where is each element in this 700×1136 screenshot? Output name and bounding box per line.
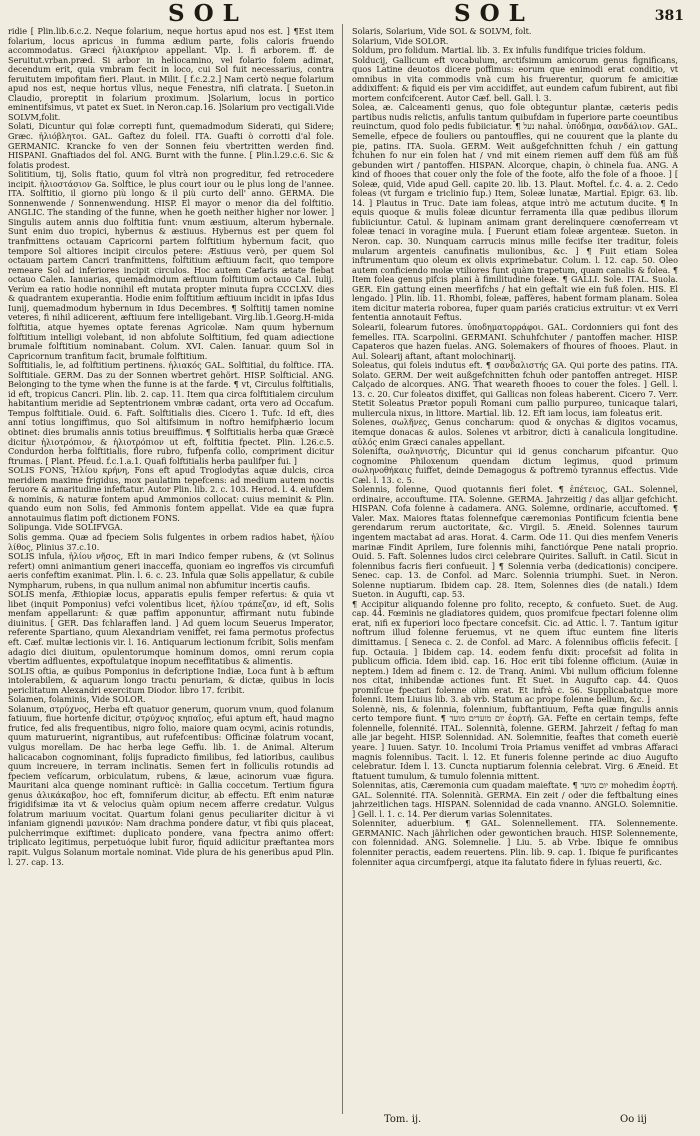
signature-mark: Oo iij xyxy=(620,1114,647,1125)
dictionary-entry: Solennitas, atis, Cæremonia cum quadam maieftate. ¶ יום מועד mohedim ἑορτή. GAL. Solennité. ITA. Solennità. GERMA. Ein zeit / oder die feftbaltung eines jahrzeitlichen tags. HISPAN. Solennidad de cada vnanno. ANGLO. Solemnitie. ] Gell. l. 1. c. 14. Per dierum varias Solennitates. xyxy=(352,780,678,819)
page-footer xyxy=(0,1114,700,1132)
dictionary-entry: Solarium, Vide SOLOR. xyxy=(352,35,449,46)
dictionary-entry: Solipunga. Vide SOLIFVGA. xyxy=(8,522,123,533)
dictionary-entry: Solititium, tij, Solis ftatio, quum fol vltrà non progreditur, fed retrocedere incipit. ἡλιοστάσιον Ga. Solftice, le plus court iour ou le plus long de l'annee. ITA. Solftitio, il giorno più longo & il più curto dell' anno. GERMA. Die Sonnenwende / Sonnenwendung. HISP. El mayor o menor dia del folftitio. ANGLIC. The standing of the funne, when he goeth neither higher nor lower. ] Singulis autem annis duo folftitia funt: vnum æstiuum, alterum hybernale. Sunt enim duo tropici, hybernus & æstiuus. Hybernus est per quem fol tranfmittens octauam Capricorni partem folftitium hybernum facit, quo tempore Sol altiores incipit circulos petere: Æstiuus verò, per quem Sol octauam partem Cancri tranfmittens, folftitium æftiuum facit, quo tempore remeare Sol ad inferiores incipit circulos. Hoc autem Cæfaris ætate fiebat octauo Calen. Ianuarias, quemadmodum æftiuum folftitium octauo Cal. Iulij. Verùm ea ratio hodie nonnihil eft mutata propter minuta fupra CCCLXV. dies & quadrantem exuperantia. Hodie enim folftitium æftiuum incidit in ipfas Idus Iunij, quemadmodum hybernum in Idus Decembres. ¶ Solftitij tamen nomine veteres, fi nihil adiicerent, æftiuum fere intelligebant. Virg.lib.1.Georg.H-mida folftitia, atque hyemes optate ferenas Agricolæ. Nam quum hybernum folftitium intelligi volebant, id non abfolute Solftitium, fed quam adiectione brumale folftitium nominabant. Colum. XVI. Calen. Ianuar. quum Sol in Capricornum tranfitum facit, brumale folftitium. xyxy=(8,169,334,361)
dictionary-entry: Solducij, Gallicum eft vocabulum, arctifsimum amicorum genus fignificans, quos Latine deuotos dicere poffimus: eorum que enimodi erat conditio, vt omnibus in vita commodis vnà cum his fruerentur, quorum fe amicitiæ addixiffent: & fiquid eis per vim accidiffet, aut eundem cafum fubirent, aut fibi mortem confcifcerent. Autor Cæf. bell. Gall. l. 3. xyxy=(352,54,678,103)
volume-label: Tom. ij. xyxy=(384,1114,422,1125)
dictionary-entry: Solati, Dicuntur qui folæ correpti funt, quemadmodum Siderati, qui Sidere; Græc. ἡλιόβλητοι. GAL. Gaftez du foleil. ITA. Guafti ò corrotti d'al fole. GERMANIC. Krancke fo ven der Sonnen feiu vbertritten werden find. HISPANI. Gnaftiados del fol. ANG. Burnt with the funne. [ Plin.l.29.c.6. Sic & folatis prodest. xyxy=(8,121,334,170)
dictionary-entry: Solamen, folaminis, Vide SOLOR. xyxy=(8,694,146,705)
dictionary-entry: ¶ Accipitur aliquando folenne pro folito, recepto, & confueto. Suet. de Aug. cap. 44. Fœminis ne gladiatores quidem, quos promifcue fpectari folenne olim erat, nifi ex fuperiori loco fpectare concefsit. Cic. ad Attic. l. 7. Tantum igitur noftrum illud folenne feruemus, vt ne quem iftuc euntem fine literis dimittamus. [ Seneca c. 2. de Confol. ad Marc. A folennibus officiis fefecit. [ fup. Octauia. ] Ibidem cap. 14. eodem fenfu dixit: procefsit ad folita in publicum officia. Idem ibid. cap. 16. Hoc erit tibi folenne officium. (Auiæ in neptem.) Idem ad finem c. 12. de Tranq. Animi. Vbi nullum officium folenne nos citat, inhibendæ actiones funt. Et Suet. in Augufto cap. 44. Quos promifcue fpectari folenne olim erat. Et infrà c. 56. Supplicabatque more folenni. Item Liuius lib. 3. ab vrb. Statum ac prope folenne bellum, &c. ] xyxy=(352,598,678,705)
dictionary-entry: Solis gemma. Quæ ad fpeciem Solis fulgentes in orbem radios habet, ἡλίου λίθος, Plinius 37.c.10. xyxy=(8,531,334,552)
running-header xyxy=(0,0,700,26)
dictionary-entry: Solaris, Solarium, Vide SOL & SOLVM, folt. xyxy=(352,27,532,36)
dictionary-entry: Solenifta, σωληνιστής, Dicuntur qui id genus concharum pifcantur. Quo cognomine Philoxenum quendam dictum legimus, quod primum σωληνοθήκαις fuiffet, deinde Demagogus & poftremò tyrannus effectus. Vide Cæl. l. 13. c. 5. xyxy=(352,446,678,485)
running-head-right: SOL xyxy=(454,0,534,27)
dictionary-entry: Solftitialis, le, ad folftitium pertinens. ἡλιακός GAL. Solftitial, du folftice. ITA. Solftitiale. GERM. Das zu der Sonnen wbertret gehört. HISP. Solfticial. ANG. Belonging to the tyme when the funne is at the farde. ¶ vt, Circulus folftitialis, id eft, tropicus Cancri. Plin. lib. 2. cap. 11. Item qua circa folftitialem circulum habitantium meridie ad Septentrionem vmbræ cadant, orta vero ad Occafum. Tempus folftitiale. Ouid. 6. Faft. Solftitialis dies. Cicero 1. Tufc. Id eft, dies anni totius longiffimus, quo Sol altifsimum in noftro hemifphærio locum obtinet: dies brumalis annis totius breuiffimus. ¶ Solftitialis herba quæ Græcè dicitur ἡλιοτρόπιον, & ἡλιοτρόπιον ut eft, folftitia fpectet. Plin. l.26.c.5. Condurdon herba folftitialis, flore rubro, fufpenfa collo, compriment dicitur ftrumas. [ Plant. Pfeud. f.c.1.a.1. Quafi folftitialis herba paulifper fui. ] xyxy=(8,360,334,466)
dictionary-entry: SOLIS infula, ἡλίου νῆσος, Eft in mari Indico femper rubens, & (vt Solinus refert) omni animantium generi inacceffa, quoniam eo ingreffos vis circumfufi aeris confeftim exanimat. Plin. l. 6. c. 23. Infula quæ Solis appellatur, & cubile Nympharum, rubens, in qua nullum animal non abfumitur incertis caufis. xyxy=(8,551,334,590)
dictionary-entry: Solenniter, aduerbium. ¶ GAL. Solennellement. ITA. Solennemente. GERMANIC. Nach jährlichen oder gewontichen brauch. HISP. Solennemente, con folennidad. ANG. Solemnelie. ] Liu. 5. ab Vrbe. Ibique fe omnibus folenniter peractis, eadem reuertens. Plin. lib. 9. cap. 1. Ibique fe purificantes folenniter aqua circumfpergi, atque ita falutato fidere in fyluas reuerti, &c. xyxy=(352,818,678,867)
right-column xyxy=(352,27,678,1109)
dictionary-entry: ridie [ Plin.lib.6.c.2. Neque folarium, neque hortus apud nos est. ] ¶Est item folarium, locus apricus in fumma ædium parte, folis caloris fruendo accommodatus. Græci ἡλιακήριον appellant. Vlp. l. fi arborem. ff. de Seruitut.vrban.præd. Si arbor in heliocamino, vel folario folem adimat, decendum erit, quia vmbram fecit in loco, cui Sol fuit necessarius, contra feruitutem impofitam fieri. Plaut. in Milit. [ f.c.2.2.] Nam certò neque folarium apud nos est, neque hortus vllus, neque Fenestra, nifi clatrata. [ Sueton.in Claudio, proreptit in folarium proximum. ]Solarium, locus in portico eminentifsimus, vt patet ex Suet. in Neron.cap.16. ]Solarium pro vectigali.Vide SOLVM,folit. xyxy=(8,27,334,122)
dictionary-entry: Solennè, nis, & folennia, folennium, fubftantiuum, Fefta quæ fingulis annis certo tempore fiunt. ¶ יום מועדים מועד ἑορτή. GA. Fefte en certain temps, fefte folennelle, folennité. ITAL. Solennità, folenne. GERM. Jahrzeit / feftag fo man alle jar begeht. HISP. Solennidad. AN. Solemnitie, feaftes that cometh eueriè yeare. ] Iuuen. Satyr. 10. Incolumi Troia Priamus veniffet ad vmbras Affaraci magnis folennibus. Tacit. l. 12. Et funeris folenne perinde ac diuo Augufto celebratur. Idem l. 13. Cuncta nuptiarum folennia celebrat. Virg. 6 Æneid. Et ftatuent tumulum, & tumulo folennia mittent. xyxy=(352,703,678,781)
dictionary-entry: SOLIS menfa, Æthiopiæ locus, apparatis epulis femper refertus: & quia vt libet (inquit Pomponius) vefci volentibus licet, ἡλίου τράπεζαν, id eft, Solis menfam appellarunt: & quæ paffim apponuntur, affirmant nutu fubinde diuinitus. [ GER. Das fchlaraffen land. ] Ad quem locum Seuerus Imperator, referente Spartiano, quum Alexandriam veniffet, rei fama permotus profectus eft. Cæf. multæ lectionis vir. l. 16. Antiquarum lectionum fcribit, Solis menfam adagio dici diuitum, opulentorumque hominum domos, omni rerum copia vbertim adfluentes, expoftulatque inopum neceffitatibus & alimentis. xyxy=(8,589,334,667)
dictionary-entry: Solennis, folenne, Quod quotannis fieri folet. ¶ ἐπέτειος, GAL. Solennel, ordinaire, accouftume. ITA. Solenne. GERMA. Jahrzeitig / das alljar gefchicht. HISPAN. Cofa folenne à cadamera. ANG. Solemne, ordinarie, accuftomed. ¶ Valer. Max. Maiores ftatas folennefque cæremonias Pontificum fcientia bene gerendarum rerum auctoritate, &c. Virgil. 5. Æneid. Solennes taurum ingentem mactabat ad aras. Horat. 4. Carm. Ode 11. Qui dies menfem Veneris marinæ Findit Aprilem, Iure folennis mihi, fanctiórque Pene natali proprio. Ouid. 5. Faft. Solennes ludos circi celebrare Quirites. Salluft. in Catil. Sicut in folennibus facris fieri confueuit. ] ¶ Solennia verba (dedicationis) concipere. Senec. cap. 13. de Confol. ad Marc. Solennia triumphi. Suet. in Neron. Solenne nuptiarum. Ibidem cap. 28. Item, Solennes dies (de natali.) Idem Sueton. in Augufti, cap. 53. xyxy=(352,484,678,600)
dictionary-entry: Solenes, σωλῆνες, Genus concharum: quod & onychas & digitos vocamus, itemque donacas & aulos. Solenes vt arbitror, dicti à canalicula longitudine. αὐλός enim Græci canales appellant. xyxy=(352,417,678,447)
dictionary-entry: Soleatus, qui foleis indutus eft. ¶ σανδαλιστής GA. Qui porte des patins. ITA. Solato. GERM. Der weit außgefchnitten fchuh oder pantoffen antreget. HISP. Calçado de alcorques. ANG. That weareth fhooes to couer the foles. ] Gell. l. 13. c. 20. Cur foleatos dixiffet, qui Gallicas non foleas haberent. Cicero 7. Verr. Stetit Soleatus Prætor populi Romani cum pallio purpureo, tunicaque talari, muliercula nixus, in littore. Martial. lib. 12. Eft iam locus, iam foleatus erit. xyxy=(352,360,678,418)
dictionary-entry: Soldum, pro folidum. Martial. lib. 3. Ex infulis fundifque tricies foldum. xyxy=(352,45,646,56)
dictionary-entry: SOLIS FONS, Ἡλίου κρήνη, Fons eft apud Troglodytas aquæ dulcis, circa meridiem maxime frigidus, mox paulatim tepefcens: ad medium autem noctis feruore & amaritudine infeftatur. Autor Plin. lib. 2. c. 103. Herod. l. 4. eiufdem & nominis, & naturæ fontem apud Ammonios collocat: cuius meminit & Plin. quando eum non Solis, fed Ammonis fontem appellat. Vide ea quæ fupra annotauimus flatim poft dictionem FONS. xyxy=(8,465,334,523)
dictionary-entry: Solanum, στρύχνος, Herba eft quatuor generum, quorum vnum, quod folanum fatiuum, fiue hortenfe dicitur, στρύχνος κηπαῖος, efui aptum eft, haud magno frutice, fed alis frequentibus, nigro folio, maiore quam ocymi, acinis rotundis, quum maturuerint, nigrantibus, aut rufefcentibus: Officinæ folatrum vocant, vulgus morellam. De hac herba lege Geffu. lib. 1. de Animal. Alterum halicacabon cognominant, folijs fupradicto fimilibus, fed latioribus, caulibus quum increuere, in terram inclinatis. Semen fert in folliculis rotundis ad fpeciem vefícarum, orbiculatum, rubens, & læue, acinorum vuæ figura. Mauritani alca quenge nominant rufticè: in Gallia coccetum. Tertium figura genus ἀλικάκαβον, hoc eft, fomniferum dicitur, ab effectu. Eft enim naturæ frigidifsimæ ita vt & velocius quàm opium necem afferre credatur. Vulgus folatrum mariuum vocitat. Quartum folani genus peculiariter dicitur à vi infaniam gignendi μανικόν: Nam drachma pondere datur, vt fibi quis placeat, pulcherrimque exiftimet: duplicato pondere, vana fpectra animo offert: triplicato legitimus, perpetuóque lubit furor, fiquid adiicitur præftantea mors rapit. Vulgus Solanum mortale nominat. Vide plura de his generibus apud Plin. l. 27. cap. 13. xyxy=(8,703,334,867)
dictionary-entry: Solea, æ. Calceamenti genus, quo fole obteguntur plantæ, cæteris pedis partibus nudis relictis, anfulis tantum quibufdam in fuperiore parte coeuntibus reuinctum, quod folo pedis fubiiciatur. ¶ נעל nahal. ὑπόδημα, σανδάλιον. GAL. Semelle, efpece de fouliers ou pantouffles, qui ne couurent que la plante du pie, patins. ITA. Suola. GERM. Weit außgefchnitten fchuh / ein gattung fchuhen fo nur ein folen hat / vnd mit einem riemen auff dem füß am füß gebunden wirt / pantoffen. HISPAN. Alcorque, chapin, ò chinela fua. ANG. A kind of fhooes that couer only the fole of the foote, alfo the fole of a fhooe. ] [ Soleæ, quid, Vide apud Gell. capite 20. lib. 13. Plaut. Moftel. f.c. 4. a. 2. Cedo foleas (vt furgam e triclinio fup.) Item, Soleæ lunatæ, Martial. Epigr. 63. lib. 14. ] Plautus in Truc. Date iam foleas, atque intrò me actutum ducite. ¶ In equis quoque & mulis foleæ dicuntur ferramenta illa quæ pedibus illorum fubiiciuntur. Catul. & lupinam animam grant derelinquere cœnoferream vt foleæ tenaci in voragine mula. [ Fuerunt etiam foleæ argenteæ. Sueton. in Neron. cap. 30. Nunquam carrucis minus mille fecifse iter traditur, foleis mularum argenteis canufinatis mulionibus, &c. ] ¶ Fuit etiam Solea inftrumentum quo oleum ex olivis exprimebatur. Colum. l. 12. cap. 50. Oleo autem conficiendo molæ vtiliores funt quàm trapetum, quam canalis & folea. ¶ Item folea genus pifcis plani à fimilitudine foleæ. ¶ GALLI. Sole. ITAL. Suola. GER. Ein gattung einen meerfifchs / hat ein geftalt wie ein fuß folen. HIS. El lengado. ] Plin. lib. 11. Rhombi, foleæ, paffères, habent formam planam. Solea item dicitur materia roborea, fuper quam pariés craticius extruitur: vt ex Verri fententia annotauit Feftus. xyxy=(352,102,678,323)
column-divider xyxy=(342,24,343,1114)
dictionary-entry: Solearii, folearum futores. ὑποδηματορράφοι. GAL. Cordonniers qui font des femelles. ITA. Scarpolini. GERMANI. Schuhfchuter / pantoffen macher. HISP. Capateros que hazen fuelas. ANG. Solemakers of fhoures of fhooes. Plaut. in Aul. Solearij aftant, aftant molochinarij. xyxy=(352,321,678,361)
page-number: 381 xyxy=(654,8,684,24)
dictionary-entry: SOLIS oftia, æ quibus Pomponius in defcriptione Indiæ, Loca funt à b æftum intolerabilem, & aquarum longo tractu penuriam, & dictæ, quibus in locis periclitatum Alexandri exercitum Diodor. libro 17. fcribit. xyxy=(8,665,334,695)
left-column xyxy=(8,27,334,1109)
running-head-left: SOL xyxy=(168,0,248,27)
